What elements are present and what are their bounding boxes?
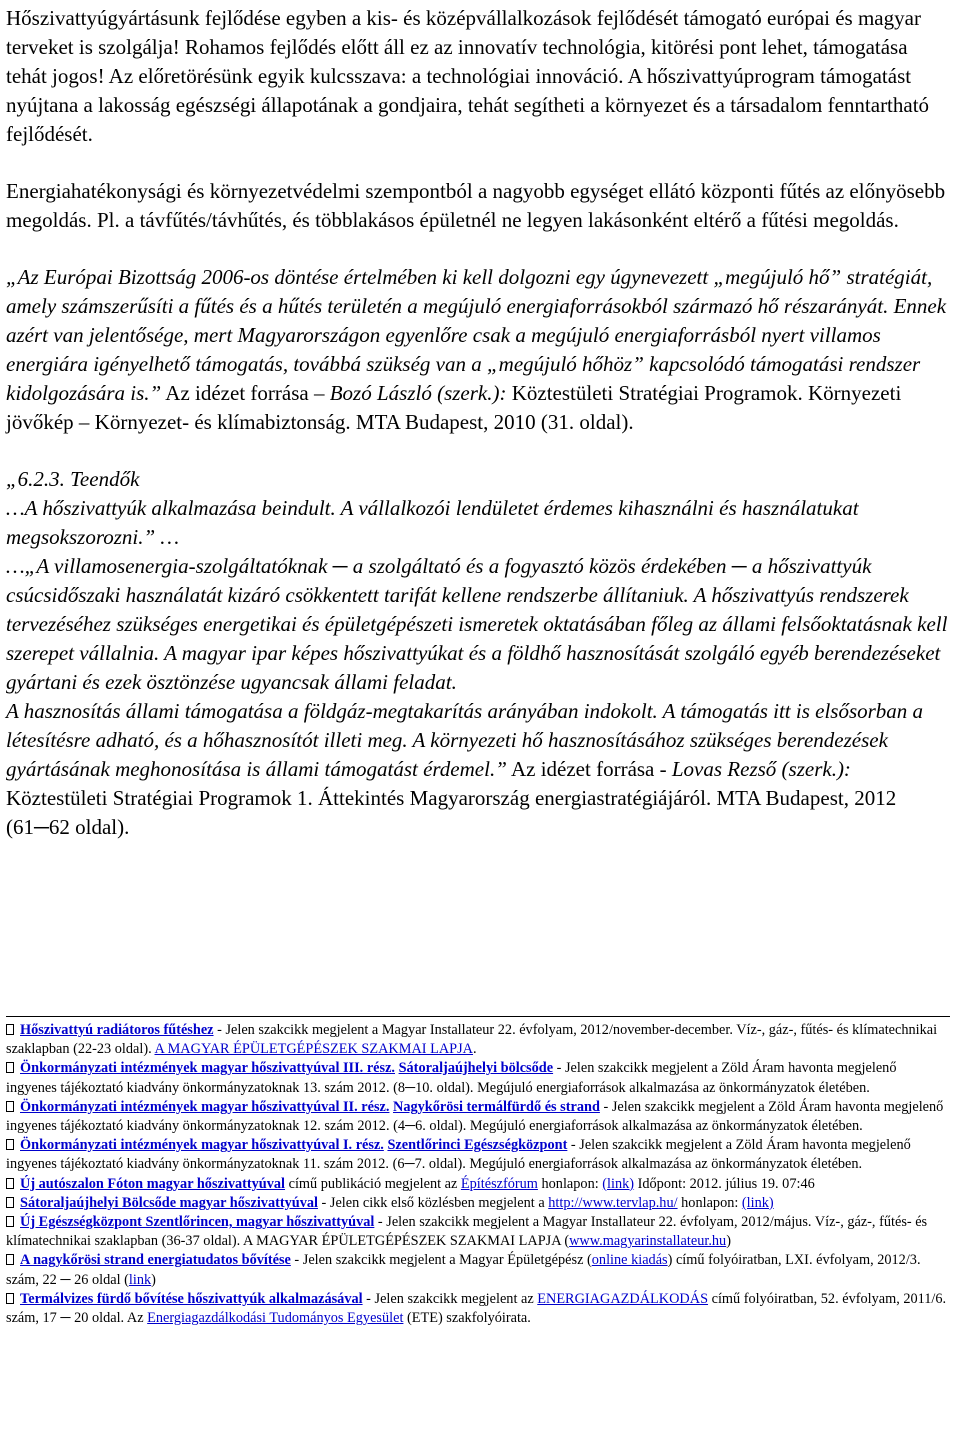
footnote-link[interactable]: Önkormányzati intézmények magyar hőszivattyúval II. rész. [20, 1098, 390, 1115]
footnote-link[interactable]: Új autószalon Fóton magyar hőszivattyúval [20, 1175, 286, 1192]
footnote-item [6, 1213, 950, 1251]
checkbox-icon [6, 1254, 14, 1265]
footnote-text: - Jelen cikk első közlésben megjelent a [317, 1194, 549, 1211]
footnote-item [6, 1251, 950, 1289]
quote-mta-body: …„A villamosenergia-szolgáltatóknak ─ a szolgáltató és a fogyasztó közös érdekében ─ a hőszivattyúk csúcsidőszaki használatát kizáró csökkentett tarifát kellene rendszerbe állítaniuk. A hőszivattyús rendszerek tervezéséhez szükséges energetikai és épületgépészeti ismeretek oktatásában főleg az állami felsőoktatásnak kell szerepet vállalnia. A magyar ipar képes hőszivattyúkat és a földhő hasznosítását szolgáló egyéb berendezéseket gyártani és ezek ösztönzése ugyancsak állami feladat. [6, 554, 948, 694]
quote-mta-source: Köztestületi Stratégiai Programok 1. Áttekintés Magyarország energiastratégiájáról. MTA Budapest, 2012 (61─62 oldal). [6, 786, 897, 839]
checkbox-icon [6, 1216, 14, 1227]
footnote-text: - Jelen szakcikk megjelent a Zöld Áram havonta megjelenő ingyenes tájékoztató kiadvány önkormányzatoknak 11. szám 2012. (6─7. oldal). Megújuló energiaforrások alkalmazása az önkormányzatok életében. [6, 1137, 911, 1173]
quote-eu-commission [6, 263, 950, 437]
footnote-text: honlapon: [537, 1175, 603, 1192]
footnote-item [6, 1098, 950, 1136]
quote-mta-line1: …A hőszivattyúk alkalmazása beindult. A vállalkozói lendületet érdemes kihasználni és használatukat megsokszorozni.” … [6, 496, 859, 549]
footnote-link[interactable]: Szentlőrinci Egészségközpont [387, 1137, 568, 1154]
quote-mta-author: Lovas Rezső (szerk.): [671, 757, 851, 781]
checkbox-icon [6, 1178, 14, 1189]
footnote-text: - Jelen szakcikk megjelent a Magyar Installateur 22. évfolyam, 2012/május. Víz-, gáz-, fűtés- és klímatechnikai szaklapban (36-37 oldal). A MAGYAR ÉPÜLETGÉPÉSZEK SZAKMAI LAPJA ( [6, 1214, 928, 1250]
footnote-link[interactable]: Sátoraljaújhelyi bölcsőde [398, 1060, 554, 1077]
footnote-item [6, 1290, 950, 1328]
footnote-text: ) [726, 1233, 731, 1250]
footnote-link[interactable]: A nagykőrösi strand energiatudatos bővítése [20, 1252, 291, 1269]
footnote-text: Időpont: 2012. július 19. 07:46 [634, 1175, 815, 1192]
footnote-text: - Jelen szakcikk megjelent a Magyar Installateur 22. évfolyam, 2012/november-december. Víz-, gáz-, fűtés- és klímatechnikai szaklapban (22-23 oldal). [6, 1022, 938, 1058]
footnote-text: - Jelen szakcikk megjelent a Zöld Áram havonta megjelenő ingyenes tájékoztató kiadvány önkormányzatoknak 13. szám 2012. (8─10. oldal). Megújuló energiaforrások alkalmazása az önkormányzatok életében. [6, 1060, 897, 1096]
quote-eu-text: „Az Európai Bizottság 2006-os döntése értelmében ki kell dolgozni egy úgynevezett „megújuló hő” stratégiát, amely számszerűsíti a fűtés és a hűtés területén a megújuló energiaforrásokból származó hő részarányát. Ennek azért van jelentősége, mert Magyarországon egyenlőre csak a megújuló energiaforrásból nyert villamos energiára igényelhető támogatás, továbbá szükség van a „megújuló hőhöz” kapcsolódó támogatási rendszer kidolgozására is.” [6, 265, 947, 405]
footnote-link[interactable]: A MAGYAR ÉPÜLETGÉPÉSZEK SZAKMAI LAPJA [154, 1041, 474, 1058]
footnote-link[interactable]: online kiadás [591, 1252, 668, 1269]
checkbox-icon [6, 1197, 14, 1208]
main-body [6, 4, 950, 842]
footnote-link[interactable]: Építészfórum [460, 1175, 538, 1192]
checkbox-icon [6, 1139, 14, 1150]
footnote-item [6, 1021, 950, 1059]
footnotes [6, 1016, 950, 1328]
footnote-link[interactable]: Energiagazdálkodási Tudományos Egyesület [147, 1310, 404, 1327]
footnote-link[interactable]: (link) [602, 1175, 635, 1192]
paragraph-central-heating: Energiahatékonysági és környezetvédelmi szempontból a nagyobb egységet ellátó központi fűtés az előnyösebb megoldás. Pl. a távfűtés/távhűtés, és többlakásos épületnél ne legyen lakásonként eltérő a fűtési megoldás. [6, 179, 946, 232]
checkbox-icon [6, 1293, 14, 1304]
footnote-link[interactable]: ENERGIAGAZDÁLKODÁS [537, 1290, 709, 1307]
checkbox-icon [6, 1062, 14, 1073]
footnote-text: - Jelen szakcikk megjelent a Zöld Áram havonta megjelenő ingyenes tájékoztató kiadvány önkormányzatoknak 12. szám 2012. (4─6. oldal). Megújuló energiaforrások alkalmazása az önkormányzatok életében. [6, 1098, 944, 1135]
paragraph-intro: Hőszivattyúgyártásunk fejlődése egyben a kis- és középvállalkozások fejlődését támogató európai és magyar terveket is szolgálja! Rohamos fejlődés előtt áll ez az innovatív technológia, kitörési pont lehet, támogatása tehát jogos! Az előretörésünk egyik kulcsszava: a technológiai innováció. A hőszivattyúprogram támogatást nyújtana a lakosság egészségi állapotának a gondjaira, tehát segítheti a környezet és a társadalom fenntartható fejlődését. [6, 6, 930, 146]
footnote-text: - Jelen szakcikk megjelent a Magyar Épületgépész ( [290, 1252, 592, 1269]
footnote-item [6, 1059, 950, 1097]
footnote-text: ) című folyóiratban, LXI. évfolyam, 2012/3. szám, 22 ─ 26 oldal ( [6, 1252, 921, 1288]
footnote-text: - Jelen szakcikk megjelent az [362, 1290, 538, 1307]
footnote-link[interactable]: Nagykőrösi termálfürdő és strand [393, 1098, 600, 1115]
footnote-link[interactable]: Sátoraljaújhelyi Bölcsőde magyar hőszivattyúval [20, 1194, 318, 1211]
footnote-link[interactable]: Új Egészségközpont Szentlőrincen, magyar hőszivattyúval [20, 1214, 375, 1231]
footnote-link[interactable]: Hőszivattyú radiátoros fűtéshez [20, 1022, 214, 1038]
checkbox-icon [6, 1024, 14, 1035]
quote-mta-source-prefix: Az idézet forrása - [506, 757, 672, 781]
footnote-text: című publikáció megjelent az [285, 1175, 461, 1192]
footnote-divider [6, 1016, 950, 1017]
footnote-link[interactable]: link [128, 1271, 152, 1288]
quote-eu-source: Köztestületi Stratégiai Programok. Környezeti jövőkép – Környezet- és klímabiztonság. MTA Budapest, 2010 (31. oldal). [6, 381, 902, 434]
footnote-text: című folyóiratban, 52. évfolyam, 2011/6. szám, 17 ─ 20 oldal. Az [6, 1290, 947, 1327]
quote-mta-body2-text: A hasznosítás állami támogatása a földgáz-megtakarítás arányában indokolt. A támogatás itt is elsősorban a létesítésre adható, és a hőhasznosítót illeti meg. A környezeti hő hasznosításához szükséges berendezések gyártásának meghonosítása is állami támogatást érdemel.” [6, 699, 924, 781]
quote-eu-author: Bozó László (szerk.): [329, 381, 507, 405]
quote-mta-body2 [6, 697, 950, 842]
footnote-text: . [473, 1041, 477, 1058]
footnote-text: ) [151, 1271, 156, 1288]
section-heading-teendok: „6.2.3. Teendők [6, 467, 140, 491]
footnote-item [6, 1194, 950, 1213]
quote-eu-source-prefix: Az idézet forrása – [161, 381, 330, 405]
footnote-link[interactable]: Önkormányzati intézmények magyar hőszivattyúval III. rész. [20, 1060, 395, 1077]
footnote-item [6, 1175, 950, 1194]
footnote-link[interactable]: Önkormányzati intézmények magyar hőszivattyúval I. rész. [20, 1137, 384, 1154]
footnote-link[interactable]: www.magyarinstallateur.hu [569, 1233, 727, 1250]
footnote-item [6, 1136, 950, 1174]
footnote-link[interactable]: (link) [741, 1194, 774, 1211]
footnote-text: (ETE) szakfolyóirata. [403, 1310, 531, 1327]
footnote-link[interactable]: http://www.tervlap.hu/ [548, 1194, 678, 1211]
footnote-text: honlapon: [677, 1194, 742, 1211]
checkbox-icon [6, 1101, 14, 1112]
footnote-link[interactable]: Termálvizes fürdő bővítése hőszivattyúk alkalmazásával [20, 1290, 363, 1307]
